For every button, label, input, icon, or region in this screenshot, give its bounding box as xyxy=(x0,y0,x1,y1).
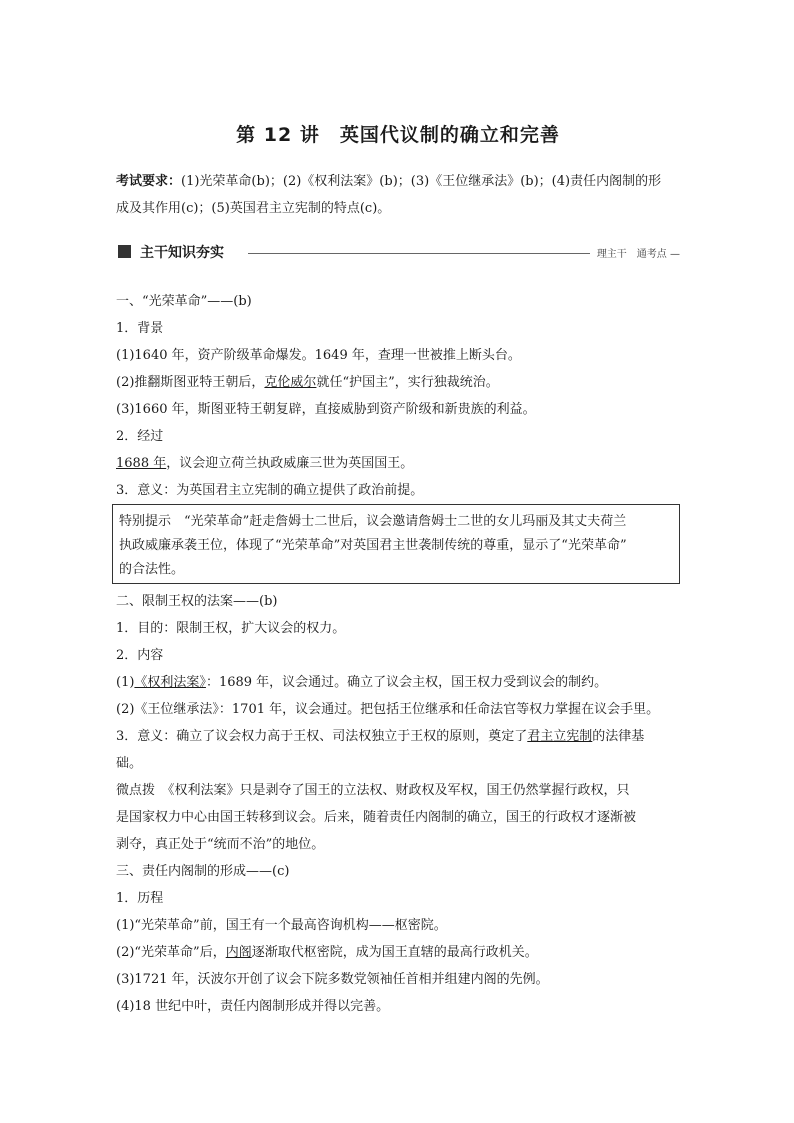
s1-p2-underlined: 克伦威尔 xyxy=(264,375,317,390)
s3-heading: 三、责任内阁制的形成——(c) xyxy=(116,864,290,879)
s2-sub1: 1．目的：限制王权，扩大议会的权力。 xyxy=(116,621,346,636)
s2-p2: (2)《王位继承法》：1701 年，议会通过。把包括王位继承和任命法官等权力掌握在议会手里。 xyxy=(116,702,660,717)
s2-sub2: 2．内容 xyxy=(116,648,164,663)
s2-heading: 二、限制王权的法案——(b) xyxy=(116,594,278,609)
requirements-text-1: (1)光荣革命(b)；(2)《权利法案》(b)；(3)《王位继承法》(b)；(4)责任内阁制的形 xyxy=(181,174,662,189)
requirements-label: 考试要求： xyxy=(116,174,182,189)
s2-p1 xyxy=(116,671,607,690)
lesson-title: 第 12 讲 英国代议制的确立和完善 xyxy=(236,124,560,146)
s3-sub1: 1．历程 xyxy=(116,891,164,906)
note-line-1: 特别提示 “光荣革命”赶走詹姆士二世后，议会邀请詹姆士二世的女儿玛丽及其丈夫荷兰 xyxy=(119,514,627,529)
section-square-icon xyxy=(118,245,131,258)
s3-p2-underlined: 内阁 xyxy=(225,945,252,960)
s3-p3: (3)1721 年，沃波尔开创了议会下院多数党领袖任首相并组建内阁的先例。 xyxy=(116,972,549,987)
s2-sub3 xyxy=(116,725,644,744)
s1-p4 xyxy=(116,452,413,471)
s1-p4-underlined: 1688 年 xyxy=(116,456,167,471)
s3-p2-b: 逐渐取代枢密院，成为国王直辖的最高行政机关。 xyxy=(251,945,538,960)
requirements-line-1 xyxy=(116,168,680,195)
s2-tip-line-3: 剥夺，真正处于“统而不治”的地位。 xyxy=(116,837,325,852)
s1-p2-a: (2)推翻斯图亚特王朝后， xyxy=(116,375,265,390)
special-note-box xyxy=(112,504,680,584)
section-title: 主干知识夯实 xyxy=(140,245,224,261)
s1-sub2: 2．经过 xyxy=(116,429,164,444)
s2-p1-underlined: 《权利法案》 xyxy=(134,675,206,690)
note-line-2: 执政威廉承袭王位，体现了“光荣革命”对英国君主世袭制传统的尊重，显示了“光荣革命” xyxy=(119,538,627,553)
s3-p4: (4)18 世纪中叶，责任内阁制形成并得以完善。 xyxy=(116,999,390,1014)
s1-p2-b: 就任“护国主”，实行独裁统治。 xyxy=(316,375,499,390)
s1-heading: 一、“光荣革命”——(b) xyxy=(116,294,252,309)
s2-tip-line-1: 微点拨 《权利法案》只是剥夺了国王的立法权、财政权及军权，国王仍然掌握行政权，只 xyxy=(116,783,630,798)
s2-p1-a: (1) xyxy=(116,675,135,690)
s1-p1: (1)1640 年，资产阶级革命爆发。1649 年，查理一世被推上断头台。 xyxy=(116,348,521,363)
s2-tip-line-2: 是国家权力中心由国王转移到议会。后来，随着责任内阁制的确立，国王的行政权才逐渐被 xyxy=(116,810,637,825)
s1-sub1: 1．背景 xyxy=(116,321,164,336)
section-tagline: 理主干 通考点 — xyxy=(596,249,680,260)
section-divider xyxy=(248,253,590,254)
s2-sub3-underlined: 君主立宪制 xyxy=(527,729,593,744)
requirements-line-2: 成及其作用(c)；(5)英国君主立宪制的特点(c)。 xyxy=(116,201,391,216)
s1-sub3: 3．意义：为英国君主立宪制的确立提供了政治前提。 xyxy=(116,483,424,498)
s3-p2 xyxy=(116,941,538,960)
section-header xyxy=(116,242,680,262)
s3-p2-a: (2)“光荣革命”后， xyxy=(116,945,226,960)
s2-sub3-b: 的法律基 xyxy=(592,729,645,744)
s1-p4-b: ，议会迎立荷兰执政威廉三世为英国国王。 xyxy=(166,456,414,471)
s1-p3: (3)1660 年，斯图亚特王朝复辟，直接威胁到资产阶级和新贵族的利益。 xyxy=(116,402,536,417)
s3-p1: (1)“光荣革命”前，国王有一个最高咨询机构——枢密院。 xyxy=(116,918,447,933)
s2-sub3-a: 3．意义：确立了议会权力高于王权、司法权独立于王权的原则，奠定了 xyxy=(116,729,528,744)
s2-sub3-cont: 础。 xyxy=(116,756,143,771)
s1-p2 xyxy=(116,371,499,390)
note-line-3: 的合法性。 xyxy=(119,562,185,577)
s2-p1-b: ：1689 年，议会通过。确立了议会主权，国王权力受到议会的制约。 xyxy=(205,675,608,690)
exam-requirements xyxy=(116,168,680,222)
